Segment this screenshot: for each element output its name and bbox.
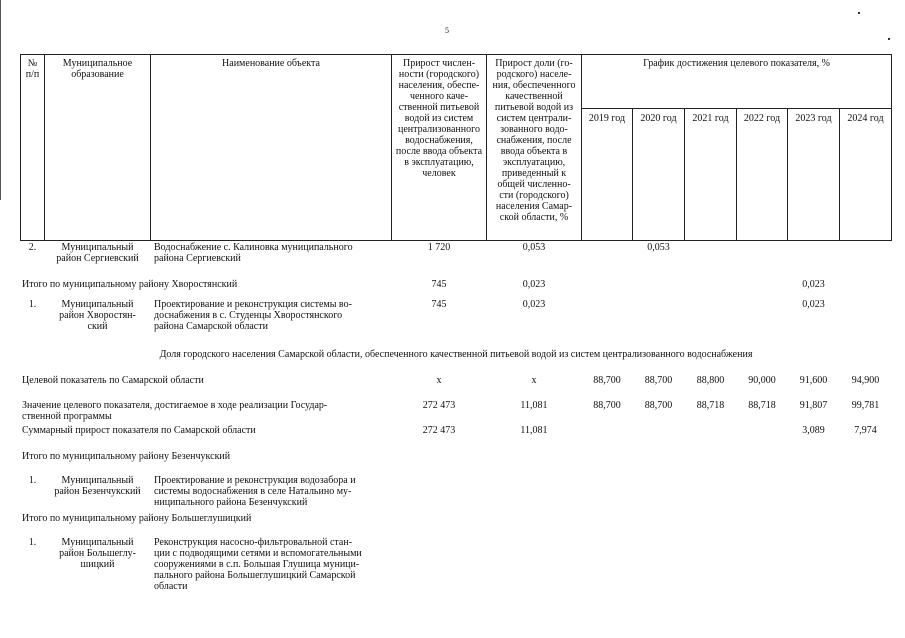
row-population: 1 720 (427, 242, 451, 253)
row-object: Проектирование и реконструкция водозабора и системы водоснабжения в селе Натальино му- ниципального района Безенчукский (154, 475, 356, 508)
row-share: 0,023 (522, 299, 546, 310)
header-share-growth: Прирост доли (го- родского) населе- ния, обеспеченного качественной питьевой водой из систем централи- зованного водо- снабжения, после ввода объекта в эксплуатацию, приведенный к общей численно- сти (городского) населения Самар- ской области, % (492, 58, 576, 223)
row-year-value: 88,700 (644, 375, 673, 386)
row-object: Водоснабжение с. Калиновка муниципального района Сергиевский (154, 242, 353, 264)
row-year-value: 88,718 (748, 400, 776, 411)
header-year: 2021 год (692, 113, 729, 124)
header-population-growth: Прирост числен- ности (городского) населения, обеспе- ченного каче- ственной питьевой водой из систем централизованного водоснабжения, после ввода объекта в эксплуатацию, человек (395, 58, 483, 179)
row-population: x (436, 375, 442, 386)
row-num: 1. (28, 475, 37, 486)
row-num: 2. (28, 242, 37, 253)
row-year-value: 88,700 (644, 400, 673, 411)
header-year: 2019 год (588, 113, 626, 124)
row-population: 272 473 (422, 425, 456, 436)
header-num: № п/п (25, 58, 40, 80)
row-municipality: Муниципальный район Хворостян- ский (59, 299, 136, 332)
row-year-value: 88,718 (696, 400, 725, 411)
row-share: x (531, 375, 537, 386)
row-year-value: 0,023 (802, 279, 825, 290)
header-municipality: Муниципальное образование (62, 58, 133, 80)
header-object-name: Наименование объекта (222, 58, 320, 69)
row-year-value: 91,600 (799, 375, 828, 386)
row-num: 1. (28, 299, 37, 310)
header-year: 2022 год (743, 113, 781, 124)
row-share: 0,053 (522, 242, 546, 253)
row-total-label: Итого по муниципальному району Большеглушицкий (22, 513, 252, 524)
row-year-value: 99,781 (851, 400, 880, 411)
row-object: Реконструкция насосно-фильтровальной стан- ции с подводящими сетями и вспомогательными сооружениями в с.п. Большая Глушица муници- пального района Большеглушицкий Самарской области (154, 537, 362, 592)
header-year: 2023 год (795, 113, 832, 124)
row-share: 0,023 (522, 279, 546, 290)
row-population: 272 473 (422, 400, 456, 411)
row-year-value: 88,700 (593, 375, 621, 386)
row-municipality: Муниципальный район Безенчукский (54, 475, 141, 497)
row-num: 1. (28, 537, 37, 548)
header-year: 2024 год (847, 113, 884, 124)
scan-edge (0, 0, 1, 200)
row-year-value: 7,974 (854, 425, 877, 436)
row-year-value: 3,089 (802, 425, 825, 436)
scan-speck (888, 38, 890, 40)
row-label: Суммарный прирост показателя по Самарской области (22, 425, 256, 436)
row-municipality: Муниципальный район Сергиевский (56, 242, 139, 264)
header-year: 2020 год (640, 113, 677, 124)
row-share: 11,081 (520, 425, 548, 436)
row-year-value: 88,800 (696, 375, 725, 386)
row-total-label: Итого по муниципальному району Хворостянский (22, 279, 238, 290)
row-year-value: 0,053 (647, 242, 670, 253)
row-year-value: 0,023 (802, 299, 825, 310)
row-population: 745 (431, 299, 447, 310)
row-total-label: Итого по муниципальному району Безенчукский (22, 451, 231, 462)
row-label: Целевой показатель по Самарской области (22, 375, 204, 386)
row-municipality: Муниципальный район Большеглу- шицкий (59, 537, 136, 570)
scan-speck (858, 12, 860, 14)
row-population: 745 (431, 279, 447, 290)
header-schedule: График достижения целевого показателя, % (643, 58, 830, 69)
row-year-value: 88,700 (593, 400, 621, 411)
page-number: 5 (445, 26, 449, 35)
row-year-value: 90,000 (748, 375, 776, 386)
row-label: Значение целевого показателя, достигаемое в ходе реализации Государ- ственной программы (22, 400, 328, 422)
row-year-value: 94,900 (851, 375, 880, 386)
row-year-value: 91,807 (799, 400, 828, 411)
row-object: Проектирование и реконструкция системы во- доснабжения в с. Студенцы Хворостянского района Самарской области (154, 299, 352, 332)
row-share: 11,081 (520, 400, 548, 411)
section-heading: Доля городского населения Самарской области, обеспеченного качественной питьевой водой из систем централизованного водоснабжения (159, 349, 753, 360)
